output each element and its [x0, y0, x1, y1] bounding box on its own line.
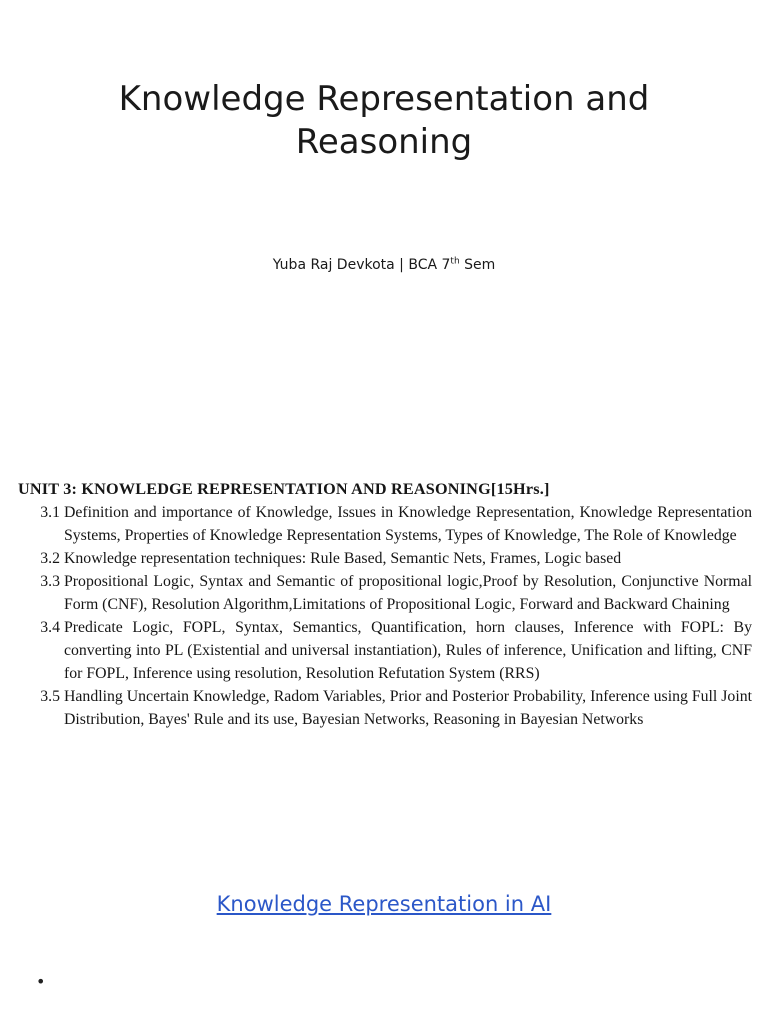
author-line [60, 257, 708, 273]
syllabus-item [16, 570, 752, 616]
semester-superscript: th [450, 256, 460, 267]
semester-suffix: Sem [459, 257, 496, 273]
syllabus-item [16, 685, 752, 731]
syllabus-item-number: 3.2 [40, 550, 60, 567]
syllabus-item-text: Definition and importance of Knowledge, Issues in Knowledge Representation, Knowledge Representation Systems, Properties of Knowledge Representation Systems, Types of Knowledge, The Role of Knowledge [64, 504, 752, 544]
syllabus-item-number: 3.4 [40, 619, 60, 636]
syllabus-item [16, 616, 752, 685]
slide-title-line1: Knowledge Representation and [118, 79, 650, 119]
knowledge-representation-link[interactable]: Knowledge Representation in AI [216, 892, 552, 916]
syllabus-item-number: 3.1 [40, 504, 60, 521]
syllabus-item-text: Knowledge representation techniques: Rule Based, Semantic Nets, Frames, Logic based [64, 550, 622, 567]
syllabus-item-text: Predicate Logic, FOPL, Syntax, Semantics, Quantification, horn clauses, Inference with FOPL: By converting into PL (Existential and universal instantiation), Rules of inference, Unification and lifting, CNF for FOPL, Inference using resolution, Resolution Refutation System (RRS) [64, 619, 752, 682]
unit-heading: UNIT 3: KNOWLEDGE REPRESENTATION AND REASONING[15Hrs.] [18, 480, 550, 498]
syllabus-item-number: 3.5 [40, 688, 60, 705]
slide-title [60, 78, 708, 164]
syllabus-scan [16, 480, 752, 835]
author-name: Yuba Raj Devkota | BCA 7 [272, 257, 451, 273]
syllabus-item [16, 547, 752, 570]
syllabus-item-text: Propositional Logic, Syntax and Semantic of propositional logic,Proof by Resolution, Conjunctive Normal Form (CNF), Resolution Algorithm,Limitations of Propositional Logic, Forward and Backward Chaining [64, 573, 752, 613]
syllabus-list [16, 501, 752, 731]
syllabus-item-text: Handling Uncertain Knowledge, Radom Variables, Prior and Posterior Probability, Inference using Full Joint Distribution, Bayes' Rule and its use, Bayesian Networks, Reasoning in Bayesian Networks [64, 688, 752, 728]
syllabus-item [16, 501, 752, 547]
slide-title-line2: Reasoning [295, 122, 473, 162]
bullet-point: • [36, 972, 46, 991]
syllabus-item-number: 3.3 [40, 573, 60, 590]
